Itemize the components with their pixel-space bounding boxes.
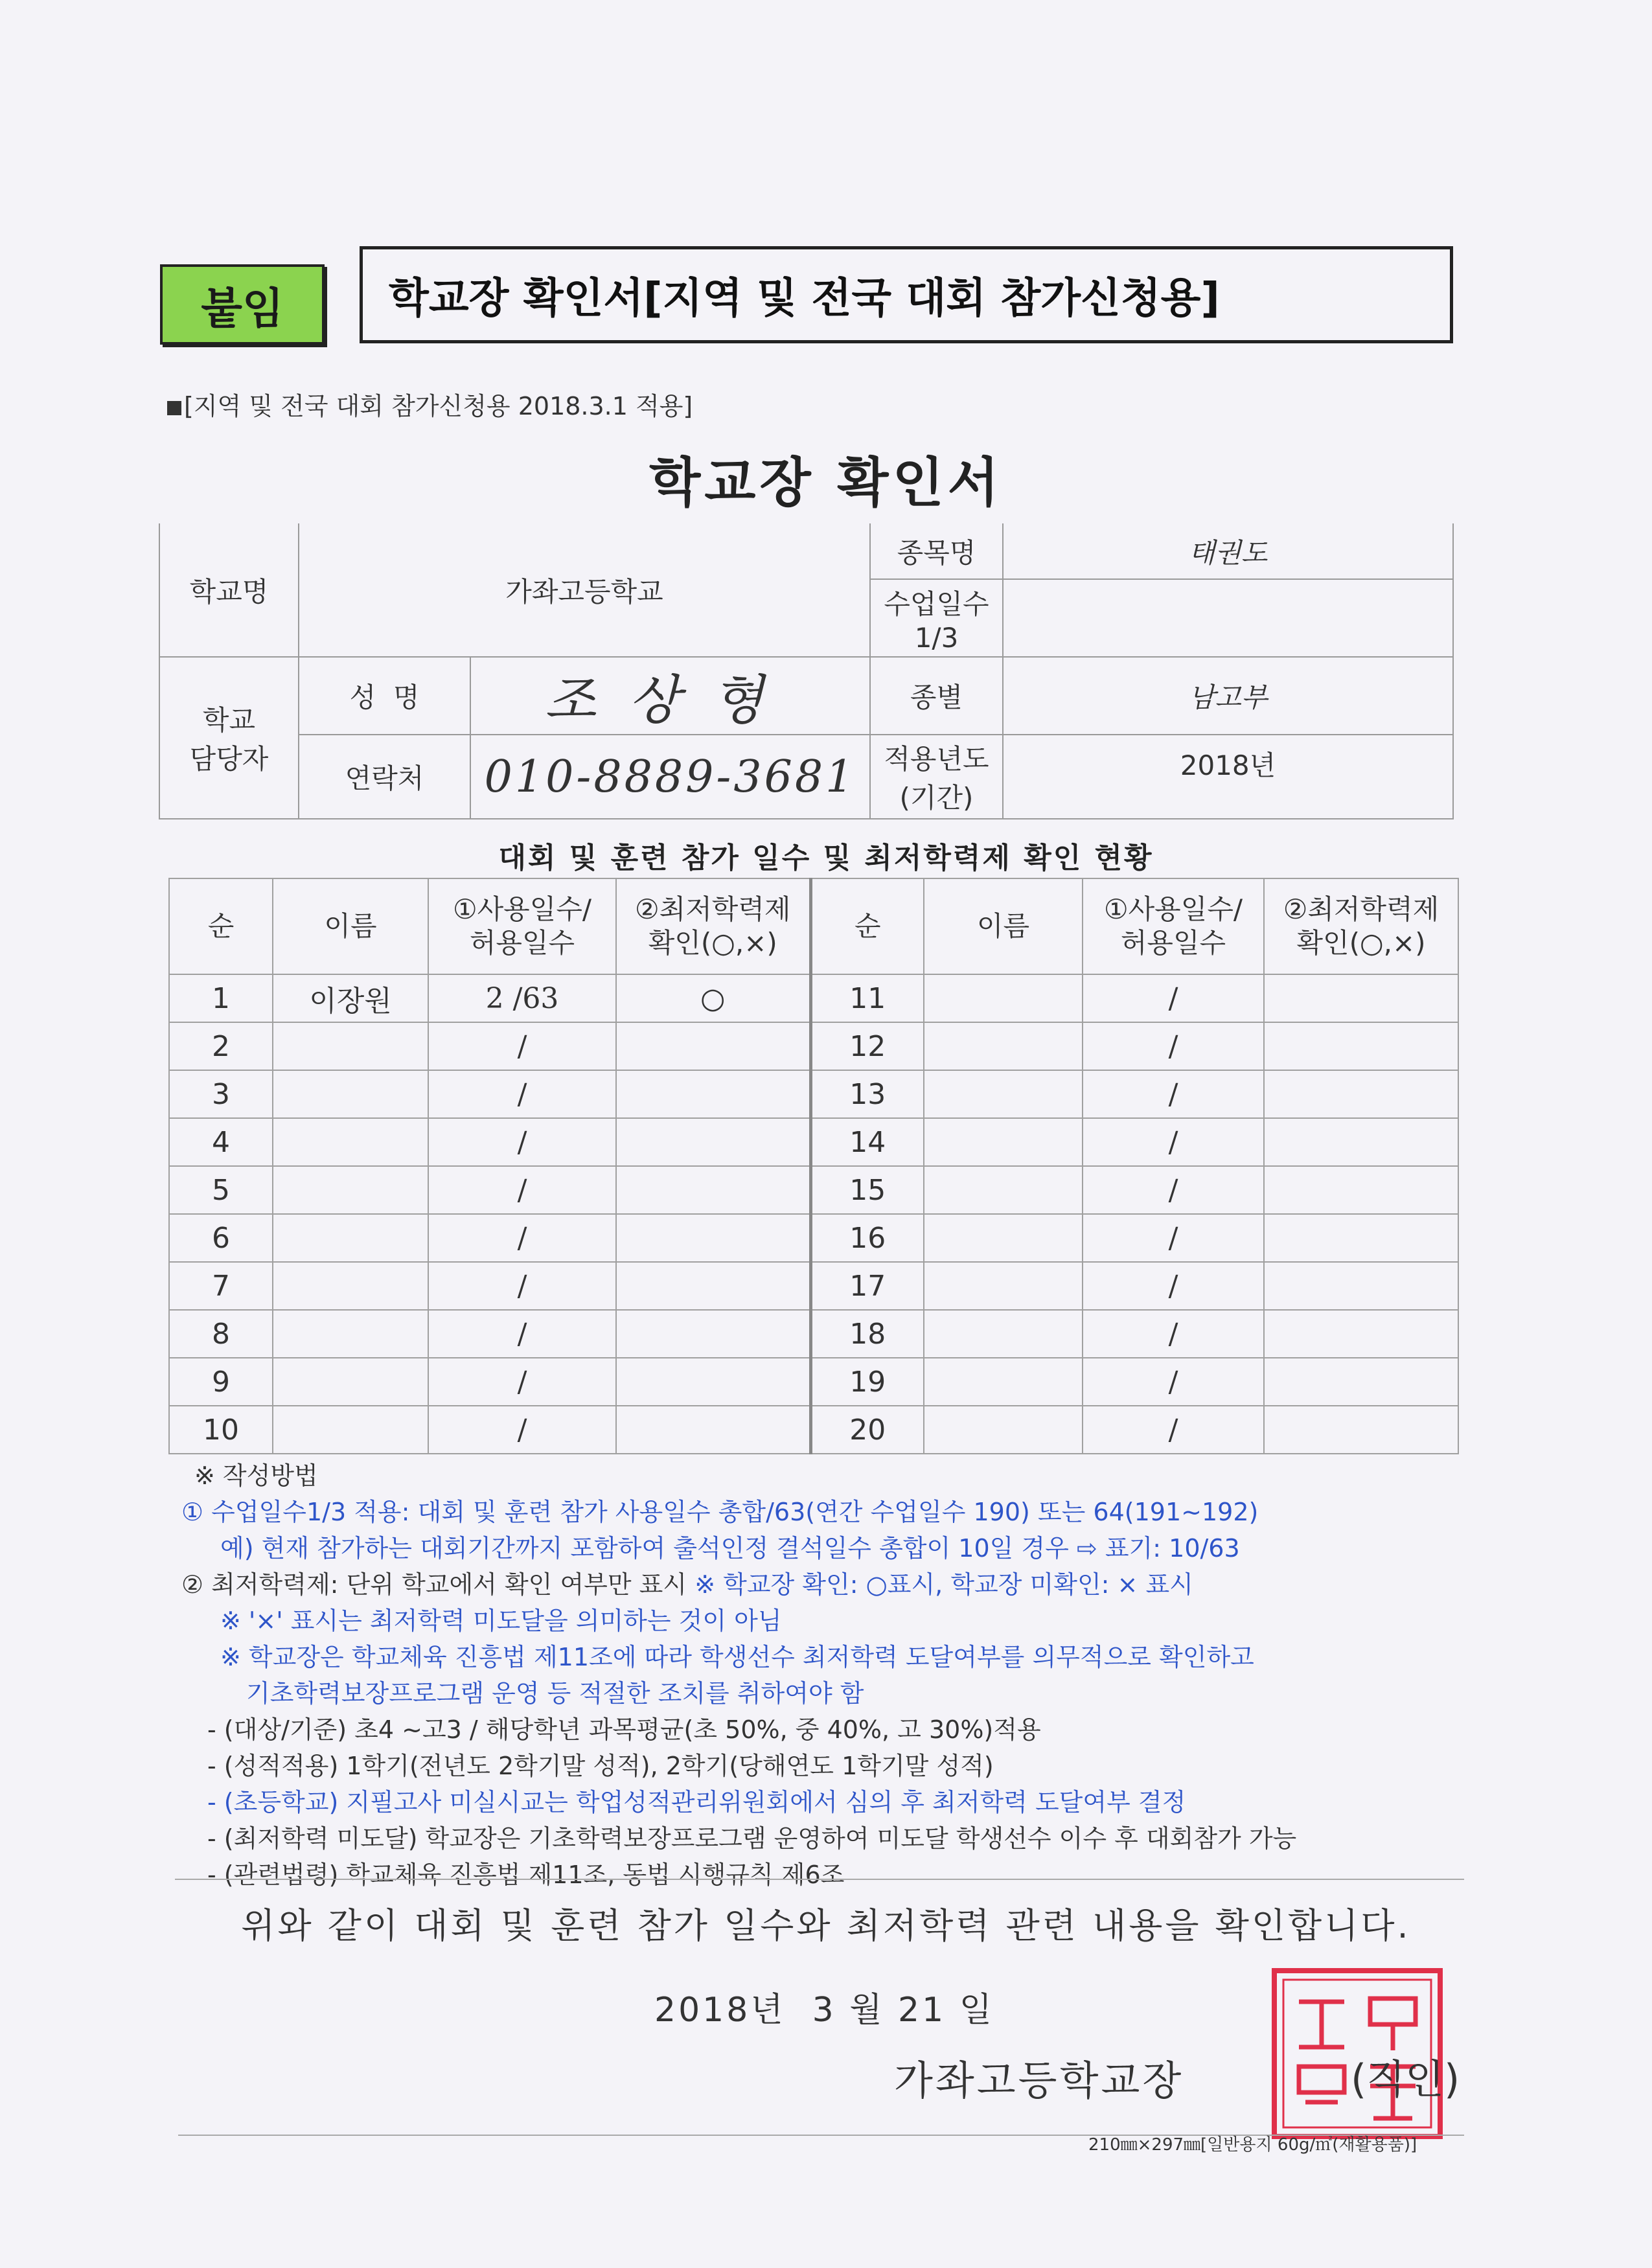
instructions-heading: ※ 작성방법 <box>194 1461 318 1490</box>
instruction-dash-4: - (최저학력 미도달) 학교장은 기초학력보장프로그램 운영하여 미도달 학생선수 이수 후 대회참가 가능 <box>207 1824 1297 1853</box>
cell-name <box>924 1262 1083 1310</box>
instruction-2 <box>181 1566 1490 1603</box>
col-name-right: 이름 <box>924 878 1083 974</box>
cell-no: 1 <box>169 974 273 1022</box>
sport-label: 종목명 <box>870 523 1003 579</box>
cell-days: / <box>1083 1214 1264 1262</box>
table-row <box>169 1118 1458 1166</box>
cell-name <box>273 1358 428 1406</box>
table-row <box>169 1406 1458 1454</box>
cell-check <box>616 1358 810 1406</box>
cell-no: 10 <box>169 1406 273 1454</box>
col-name: 이름 <box>273 878 428 974</box>
cell-days: / <box>428 1406 616 1454</box>
cell-no: 12 <box>810 1022 924 1070</box>
gender-label: 종별 <box>870 657 1003 735</box>
instruction-2b: ※ 학교장 확인: ○표시, 학교장 미확인: × 표시 <box>694 1570 1193 1599</box>
col-no: 순 <box>169 878 273 974</box>
confirmation-statement: 위와 같이 대회 및 훈련 참가 일수와 최저학력 관련 내용을 확인합니다. <box>241 1905 1411 1946</box>
cell-name <box>924 1070 1083 1118</box>
name-value: 조상형 <box>470 657 870 735</box>
cell-check <box>1264 1118 1458 1166</box>
year-label-line2: (기간) <box>899 782 974 814</box>
cell-no: 15 <box>810 1166 924 1214</box>
date-line: 2018년 3 월 21 일 <box>654 1991 994 2030</box>
cell-check: ○ <box>616 974 810 1022</box>
col-used-days-right-line2: 허용일수 <box>1120 927 1226 959</box>
cell-days: / <box>428 1310 616 1358</box>
name-label: 성 명 <box>299 657 470 735</box>
cell-days: / <box>428 1214 616 1262</box>
cell-days: / <box>428 1022 616 1070</box>
cell-no: 4 <box>169 1118 273 1166</box>
cell-no: 3 <box>169 1070 273 1118</box>
gender-value: 남고부 <box>1003 657 1453 735</box>
cell-check <box>616 1118 810 1166</box>
school-label: 학교명 <box>159 523 299 657</box>
table-row <box>169 1022 1458 1070</box>
instruction-dash-1: - (대상/기준) 초4 ~고3 / 해당학년 과목평균(초 50%, 중 40%, 고 30%)적용 <box>207 1715 1041 1744</box>
cell-name <box>924 1310 1083 1358</box>
cell-check <box>1264 1214 1458 1262</box>
table-row <box>169 1262 1458 1310</box>
table-row <box>169 1214 1458 1262</box>
divider <box>175 1879 1464 1880</box>
table-row <box>169 974 1458 1022</box>
cell-name <box>273 1214 428 1262</box>
cell-days: / <box>428 1358 616 1406</box>
cell-days: / <box>1083 1070 1264 1118</box>
cell-name <box>924 974 1083 1022</box>
class-days-label <box>870 579 1003 657</box>
cell-check <box>616 1022 810 1070</box>
cell-check <box>616 1406 810 1454</box>
col-used-days <box>428 878 616 974</box>
cell-days: 2 /63 <box>428 974 616 1022</box>
cell-name <box>924 1406 1083 1454</box>
cell-name: 이장원 <box>273 974 428 1022</box>
staff-label-line2: 담당자 <box>189 743 269 775</box>
year-value: 2018년 <box>1003 735 1453 819</box>
instruction-dash-3: - (초등학교) 지필고사 미실시교는 학업성적관리위원회에서 심의 후 최저학력 도달여부 결정 <box>207 1788 1186 1816</box>
cell-no: 6 <box>169 1214 273 1262</box>
contact-label: 연락처 <box>299 735 470 819</box>
cell-check <box>1264 1022 1458 1070</box>
instruction-2a: ② 최저학력제: 단위 학교에서 확인 여부만 표시 <box>181 1570 687 1599</box>
cell-days: / <box>1083 1166 1264 1214</box>
cell-no: 14 <box>810 1118 924 1166</box>
cell-name <box>273 1022 428 1070</box>
application-note-text: [지역 및 전국 대회 참가신청용 2018.3.1 적용] <box>184 392 693 420</box>
cell-no: 18 <box>810 1310 924 1358</box>
cell-no: 13 <box>810 1070 924 1118</box>
staff-label-line1: 학교 <box>202 704 256 736</box>
col-used-days-line1: ①사용일수/ <box>452 893 592 925</box>
cell-name <box>924 1022 1083 1070</box>
cell-check <box>1264 1358 1458 1406</box>
cell-no: 11 <box>810 974 924 1022</box>
cell-check <box>616 1070 810 1118</box>
roster-table <box>168 878 1459 1454</box>
school-value: 가좌고등학교 <box>299 523 870 657</box>
cell-days: / <box>1083 1262 1264 1310</box>
cell-check <box>1264 1406 1458 1454</box>
cell-name <box>273 1118 428 1166</box>
class-days-label-text: 수업일수 <box>884 588 989 620</box>
cell-name <box>924 1358 1083 1406</box>
cell-days: / <box>428 1262 616 1310</box>
col-min-academic-right <box>1264 878 1458 974</box>
col-min-academic-right-line1: ②최저학력제 <box>1283 893 1440 925</box>
cell-no: 9 <box>169 1358 273 1406</box>
table-row <box>169 1310 1458 1358</box>
cell-days: / <box>1083 1310 1264 1358</box>
section-title: 대회 및 훈련 참가 일수 및 최저학력제 확인 현황 <box>498 842 1154 875</box>
cell-no: 7 <box>169 1262 273 1310</box>
cell-name <box>273 1166 428 1214</box>
col-min-academic-line2: 확인(○,×) <box>648 927 777 959</box>
cell-no: 20 <box>810 1406 924 1454</box>
class-days-value <box>1003 579 1453 657</box>
cell-no: 5 <box>169 1166 273 1214</box>
col-used-days-right <box>1083 878 1264 974</box>
instruction-1b: 예) 현재 참가하는 대회기간까지 포함하여 출석인정 결석일수 총합이 10일 경우 ⇨ 표기: 10/63 <box>220 1534 1240 1563</box>
roster-header-row <box>169 878 1458 974</box>
year-label <box>870 735 1003 819</box>
cell-days: / <box>1083 974 1264 1022</box>
staff-label <box>159 657 299 819</box>
cell-days: / <box>1083 1358 1264 1406</box>
cell-check <box>616 1310 810 1358</box>
cell-no: 16 <box>810 1214 924 1262</box>
instruction-2c: ※ '×' 표시는 최저학력 미도달을 의미하는 것이 아님 <box>220 1607 782 1635</box>
col-no-right: 순 <box>810 878 924 974</box>
instruction-2d: ※ 학교장은 학교체육 진흥법 제11조에 따라 학생선수 최저학력 도달여부를 의무적으로 확인하고 <box>220 1643 1254 1671</box>
class-days-sub: 1/3 <box>914 621 959 654</box>
cell-check <box>1264 1262 1458 1310</box>
paper-spec: 210㎜×297㎜[일반용지 60g/㎡(재활용품)] <box>1088 2135 1417 2155</box>
instruction-1a: ① 수업일수1/3 적용: 대회 및 훈련 참가 사용일수 총합/63(연간 수업일수 190) 또는 64(191~192) <box>181 1498 1259 1526</box>
cell-name <box>273 1070 428 1118</box>
square-bullet-icon <box>167 401 181 415</box>
attachment-badge: 붙임 <box>160 264 325 345</box>
sport-value: 태권도 <box>1003 523 1453 579</box>
cell-days: / <box>1083 1022 1264 1070</box>
cell-check <box>1264 1166 1458 1214</box>
col-used-days-line2: 허용일수 <box>469 927 575 959</box>
cell-no: 2 <box>169 1022 273 1070</box>
table-row <box>169 1358 1458 1406</box>
cell-check <box>616 1262 810 1310</box>
instruction-dash-2: - (성적적용) 1학기(전년도 2학기말 성적), 2학기(당해연도 1학기말 성적) <box>207 1752 994 1780</box>
col-min-academic-right-line2: 확인(○,×) <box>1296 927 1426 959</box>
application-note <box>167 386 693 422</box>
cell-check <box>616 1166 810 1214</box>
cell-days: / <box>428 1070 616 1118</box>
cell-check <box>616 1214 810 1262</box>
instruction-dash-5: - (관련법령) 학교체육 진흥법 제11조, 동법 시행규칙 제6조 <box>207 1861 845 1889</box>
cell-days: / <box>1083 1406 1264 1454</box>
cell-days: / <box>428 1166 616 1214</box>
table-row <box>169 1070 1458 1118</box>
cell-no: 19 <box>810 1358 924 1406</box>
cell-days: / <box>428 1118 616 1166</box>
cell-name <box>273 1310 428 1358</box>
cell-check <box>1264 1070 1458 1118</box>
document-title: 학교장 확인서 <box>649 452 1003 514</box>
col-min-academic-line1: ②최저학력제 <box>634 893 791 925</box>
year-label-line1: 적용년도 <box>884 743 989 775</box>
instruction-2e: 기초학력보장프로그램 운영 등 적절한 조치를 취하여야 함 <box>246 1679 864 1708</box>
cell-name <box>273 1262 428 1310</box>
cell-name <box>924 1166 1083 1214</box>
cell-name <box>924 1214 1083 1262</box>
cell-no: 8 <box>169 1310 273 1358</box>
principal-name: 가좌고등학교장 <box>894 2057 1184 2104</box>
instructions <box>181 1458 1490 1893</box>
cell-name <box>273 1406 428 1454</box>
table-row <box>169 1166 1458 1214</box>
col-used-days-right-line1: ①사용일수/ <box>1103 893 1243 925</box>
cell-check <box>1264 974 1458 1022</box>
cell-no: 17 <box>810 1262 924 1310</box>
contact-value: 010-8889-3681 <box>470 735 870 819</box>
cell-check <box>1264 1310 1458 1358</box>
school-info-table <box>159 523 1454 819</box>
header-title: 학교장 확인서[지역 및 전국 대회 참가신청용] <box>360 246 1453 343</box>
cell-days: / <box>1083 1118 1264 1166</box>
seal-label: (직인) <box>1351 2056 1460 2103</box>
col-min-academic <box>616 878 810 974</box>
cell-name <box>924 1118 1083 1166</box>
